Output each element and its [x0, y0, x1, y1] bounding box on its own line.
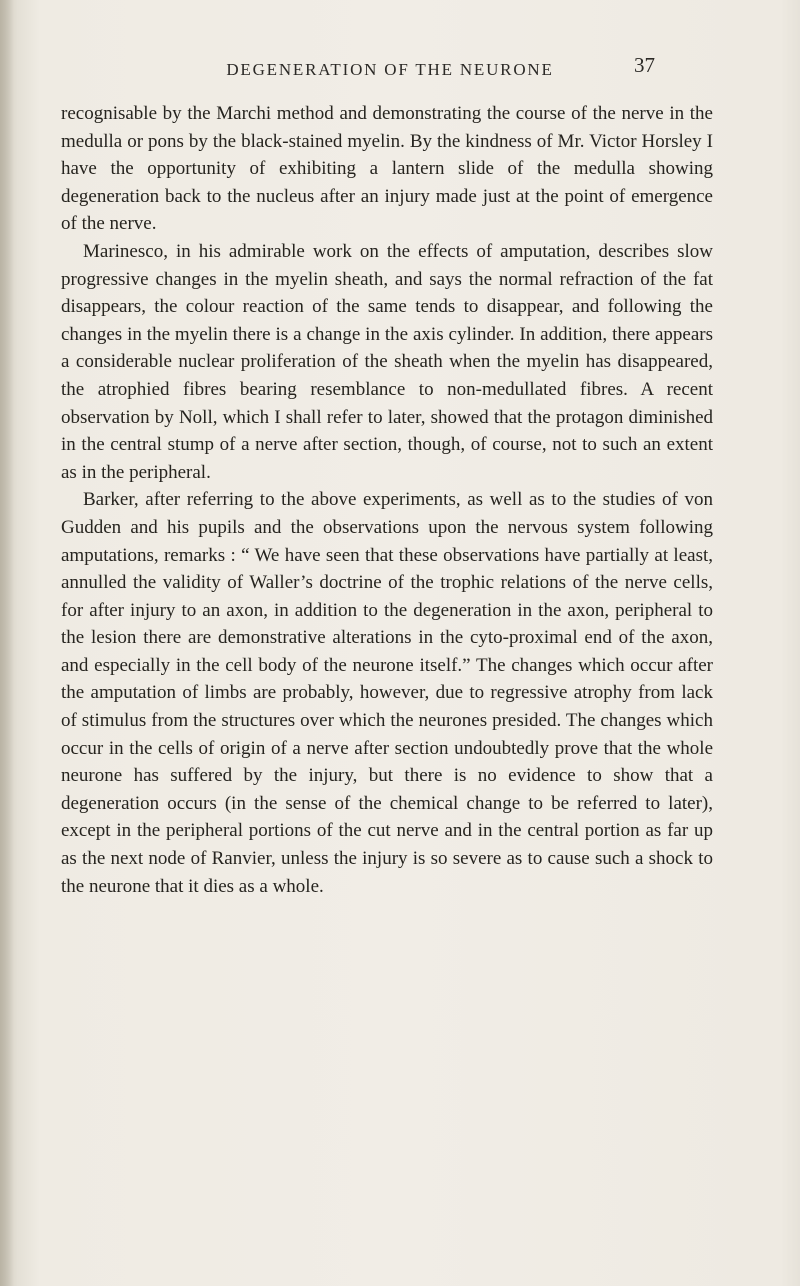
- paragraph-marinesco: Marinesco, in his admirable work on the effects of amputation, describes slow progressive changes in the myelin sheath, and says the normal refraction of the fat disappears, the colour reaction of the same tends to disappear, and following the changes in the myelin there is a change in the axis cylinder. In addition, there appears a considerable nuclear proliferation of the sheath when the myelin has disappeared, the atrophied fibres bearing resemblance to non-medullated fibres. A recent observation by Noll, which I shall refer to later, showed that the protagon diminished in the central stump of a nerve after section, though, of course, not to such an extent as in the peripheral.: [61, 240, 713, 483]
- binding-shadow: [0, 0, 14, 1286]
- body-text: [61, 100, 713, 900]
- paragraph-barker: Barker, after referring to the above experiments, as well as to the studies of von Gudden and his pupils and the observations upon the nervous system following amputations, remarks : “ We have seen that these observations have partially at least, annulled the validity of Waller’s doctrine of the trophic relations of the nerve cells, for after injury to an axon, in addition to the degeneration in the axon, peripheral to the lesion there are demonstrative alterations in the cyto-proximal end of the axon, and especially in the cell body of the neurone itself.” The changes which occur after the amputation of limbs are probably, however, due to regressive atrophy from lack of stimulus from the structures over which the neurones presided. The changes which occur in the cells of origin of a nerve after section undoubtedly prove that the whole neurone has suffered by the injury, but there is no evidence to show that a degeneration occurs (in the sense of the chemical change to be referred to later), except in the peripheral portions of the cut nerve and in the central portion as far up as the next node of Ranvier, unless the injury is so severe as to cause such a shock to the neurone that it dies as a whole.: [61, 489, 713, 897]
- page-number: 37: [634, 53, 655, 77]
- running-title: DEGENERATION OF THE NEURONE: [226, 60, 554, 79]
- paragraph-continuation: recognisable by the Marchi method and demonstrating the course of the nerve in the medulla or pons by the black-stained myelin. By the kindness of Mr. Victor Horsley I have the opportunity of exhibiting a lantern slide of the medulla showing degeneration back to the nucleus after an injury made just at the point of emergence of the nerve.: [61, 103, 713, 235]
